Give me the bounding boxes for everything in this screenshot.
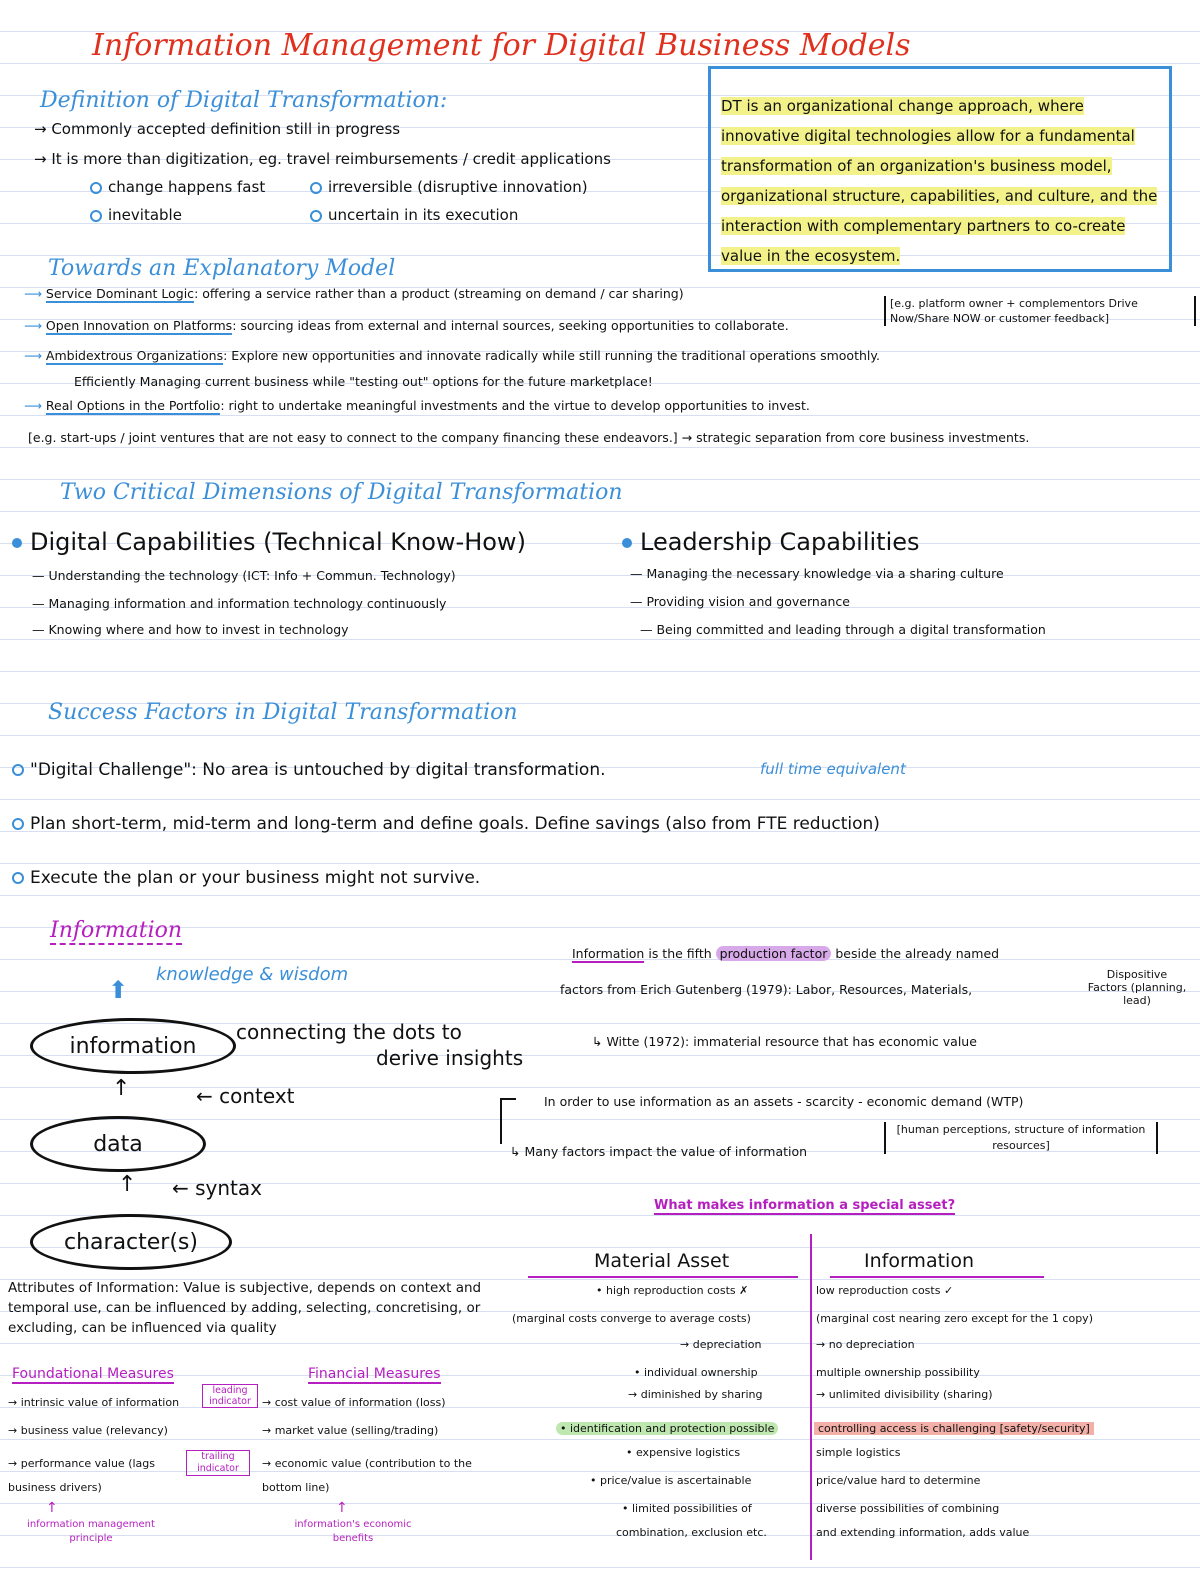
information-heading: Information — [50, 918, 183, 943]
ring-bullet-icon — [310, 182, 322, 194]
knowledge-label: knowledge & wisdom — [156, 964, 349, 985]
financial-item: → cost value of information (loss) — [262, 1396, 446, 1409]
foundational-item: → performance value (lags business drivers) — [8, 1457, 156, 1494]
digital-capabilities-text: Digital Capabilities (Technical Know-How) — [30, 528, 526, 556]
arrow-right-icon: ⟶ — [24, 318, 46, 333]
ring-bullet-icon — [12, 872, 24, 884]
success-item — [12, 814, 880, 834]
prop-item — [310, 178, 588, 196]
bullet-dot-icon — [622, 538, 632, 548]
arrow-right-icon: ⟶ — [24, 286, 46, 301]
explanatory-heading: Towards an Explanatory Model — [48, 256, 396, 281]
factors-bracket-note: [human perceptions, structure of information resources] — [884, 1122, 1158, 1154]
production-factor-highlight: production factor — [716, 946, 832, 961]
material-row: • high reproduction costs ✗ — [596, 1284, 749, 1297]
attributes-text: Attributes of Information: Value is subjective, depends on context and temporal use, can be influenced by adding, selecting, concretising, or excluding, can be influenced via quality — [8, 1280, 482, 1336]
information-row — [814, 1422, 1094, 1435]
success-item-text: Execute the plan or your business might not survive. — [30, 868, 481, 888]
foundational-footer: information management principle — [27, 1519, 155, 1544]
leadership-item: — Providing vision and governance — [630, 594, 850, 609]
financial-item: → economic value (contribution to the bottom line) — [262, 1457, 472, 1494]
explanatory-item-label: Service Dominant Logic — [45, 286, 195, 301]
explanatory-item-text: : offering a service rather than a product (streaming on demand / car sharing) — [194, 286, 684, 301]
foundational-item: → business value (relevancy) — [8, 1424, 168, 1437]
explanatory-item — [24, 348, 880, 363]
material-row: → depreciation — [680, 1338, 762, 1351]
syntax-label: ← syntax — [172, 1176, 262, 1200]
data-ellipse: data — [30, 1116, 206, 1172]
ring-bullet-icon — [90, 210, 102, 222]
arrow-right-icon: ⟶ — [24, 398, 46, 413]
witte-line: ↳ Witte (1972): immaterial resource that has economic value — [592, 1034, 977, 1049]
digital-item: — Understanding the technology (ICT: Info + Commun. Technology) — [32, 568, 456, 583]
page-title: Information Management for Digital Business Models — [92, 28, 911, 63]
definition-box-text: DT is an organizational change approach, where innovative digital technologies allow for a fundamental transformation of an organization's business model, organizational structure, capabilities, and culture, and the interaction with complementary partners to co-create value in the ecosystem. — [721, 97, 1158, 265]
prop-item — [90, 206, 182, 224]
fte-note: full time equivalent — [760, 760, 906, 778]
explanatory-item-label: Ambidextrous Organizations — [45, 348, 224, 363]
arrow-up-icon: ↑ — [112, 1076, 131, 1101]
foundational-item: → intrinsic value of information — [8, 1396, 180, 1409]
definition-box — [708, 66, 1172, 272]
success-item-text: Plan short-term, mid-term and long-term and define goals. Define savings (also from FTE reduction) — [30, 814, 880, 834]
material-row: • price/value is ascertainable — [590, 1474, 752, 1487]
material-row: • individual ownership — [634, 1366, 758, 1379]
prop-text: inevitable — [108, 206, 182, 224]
material-asset-header: Material Asset — [594, 1250, 730, 1272]
material-row: → diminished by sharing — [628, 1388, 763, 1401]
information-row-highlight: controlling access is challenging [safety/security] — [814, 1422, 1094, 1435]
arrow-up-icon: ⬆ — [108, 976, 129, 1004]
material-row: combination, exclusion etc. — [616, 1526, 767, 1539]
ambidextrous-note: Efficiently Managing current business while "testing out" options for the future marketplace! — [74, 374, 653, 389]
digital-item: — Managing information and information technology continuously — [32, 596, 447, 611]
connecting-label: connecting the dots to — [236, 1020, 462, 1044]
digital-item: — Knowing where and how to invest in technology — [32, 622, 349, 637]
explanatory-item-text: : right to undertake meaningful investments and the virtue to develop opportunities to invest. — [220, 398, 810, 413]
characters-ellipse: character(s) — [30, 1214, 232, 1270]
trailing-indicator-box: trailing indicator — [186, 1450, 250, 1476]
real-options-note: [e.g. start-ups / joint ventures that are not easy to connect to the company financing these endeavors.] → strategic separation from core business investments. — [28, 430, 1030, 445]
explanatory-item-text: : Explore new opportunities and innovate radically while still running the traditional operations smoothly. — [223, 348, 880, 363]
material-row: (marginal costs converge to average costs) — [512, 1312, 751, 1325]
leadership-capabilities-text: Leadership Capabilities — [640, 528, 920, 556]
explanatory-item — [24, 318, 789, 333]
material-row — [556, 1422, 778, 1435]
digital-capabilities-title — [12, 528, 526, 556]
definition-heading: Definition of Digital Transformation: — [40, 88, 448, 113]
fifth-factor-line — [572, 946, 999, 961]
table-header-rule — [830, 1276, 1044, 1278]
factors-line: ↳ Many factors impact the value of information — [510, 1144, 808, 1159]
ring-bullet-icon — [310, 210, 322, 222]
prop-item — [310, 206, 518, 224]
arrow-up-icon: ↑ — [336, 1500, 348, 1516]
information-ellipse: information — [30, 1018, 236, 1074]
foundational-title: Foundational Measures — [12, 1366, 174, 1382]
information-row: and extending information, adds value — [816, 1526, 1030, 1539]
table-header-rule — [528, 1276, 798, 1278]
success-item — [12, 760, 606, 780]
fifth-factor-text: is the fifth — [648, 946, 712, 961]
information-row: multiple ownership possibility — [816, 1366, 980, 1379]
arrow-up-icon: ↑ — [118, 1172, 137, 1197]
material-row: • limited possibilities of — [622, 1502, 752, 1515]
ring-bullet-icon — [90, 182, 102, 194]
information-row: → unlimited divisibility (sharing) — [816, 1388, 993, 1401]
material-row-highlight: • identification and protection possible — [556, 1422, 778, 1435]
information-row: (marginal cost nearing zero except for the 1 copy) — [816, 1312, 1093, 1325]
prop-text: change happens fast — [108, 178, 266, 196]
information-row: diverse possibilities of combining — [816, 1502, 1000, 1515]
prop-text: uncertain in its execution — [328, 206, 519, 224]
explanatory-item-label: Real Options in the Portfolio — [45, 398, 221, 413]
information-header: Information — [864, 1250, 974, 1272]
information-row: simple logistics — [816, 1446, 901, 1459]
ring-bullet-icon — [12, 764, 24, 776]
success-item — [12, 868, 480, 888]
prop-text: irreversible (disruptive innovation) — [328, 178, 588, 196]
derive-label: derive insights — [376, 1046, 524, 1070]
material-row: • expensive logistics — [626, 1446, 741, 1459]
fifth-factor-word: Information — [572, 946, 645, 961]
explanatory-item — [24, 398, 810, 413]
dispositive-note: Dispositive Factors (planning, lead) — [1087, 968, 1187, 1007]
information-row: price/value hard to determine — [816, 1474, 981, 1487]
leading-indicator-box: leading indicator — [202, 1384, 258, 1408]
prop-item — [90, 178, 265, 196]
context-label: ← context — [196, 1084, 295, 1108]
special-asset-question: What makes information a special asset? — [654, 1198, 956, 1213]
explanatory-item — [24, 286, 684, 301]
leadership-item: — Managing the necessary knowledge via a sharing culture — [630, 566, 1004, 581]
information-row: → no depreciation — [816, 1338, 915, 1351]
definition-line-2: → It is more than digitization, eg. travel reimbursements / credit applications — [34, 150, 611, 168]
financial-item: → market value (selling/trading) — [262, 1424, 439, 1437]
success-heading: Success Factors in Digital Transformation — [48, 700, 518, 725]
bracket-connector — [500, 1098, 516, 1144]
leadership-item: — Being committed and leading through a digital transformation — [640, 622, 1046, 637]
asset-line: In order to use information as an assets - scarcity - economic demand (WTP) — [544, 1094, 1024, 1109]
arrow-right-icon: ⟶ — [24, 348, 46, 363]
ring-bullet-icon — [12, 818, 24, 830]
financial-footer: information's economic benefits — [294, 1519, 412, 1544]
financial-title: Financial Measures — [308, 1366, 441, 1382]
fifth-factor-text: beside the already named — [835, 946, 1000, 961]
bullet-dot-icon — [12, 538, 22, 548]
explanatory-item-text: : sourcing ideas from external and internal sources, seeking opportunities to collaborate. — [232, 318, 789, 333]
dimensions-heading: Two Critical Dimensions of Digital Transformation — [60, 480, 623, 505]
definition-line-1: → Commonly accepted definition still in progress — [34, 120, 401, 138]
information-row: low reproduction costs ✓ — [816, 1284, 954, 1297]
table-divider — [810, 1234, 812, 1560]
gutenberg-line: factors from Erich Gutenberg (1979): Labor, Resources, Materials, — [560, 982, 973, 997]
success-item-text: "Digital Challenge": No area is untouched by digital transformation. — [30, 760, 606, 780]
explanatory-item-label: Open Innovation on Platforms — [45, 318, 233, 333]
leadership-capabilities-title — [622, 528, 920, 556]
platform-bracket-note: [e.g. platform owner + complementors Drive Now/Share NOW or customer feedback] — [884, 296, 1196, 326]
arrow-up-icon: ↑ — [46, 1500, 58, 1516]
